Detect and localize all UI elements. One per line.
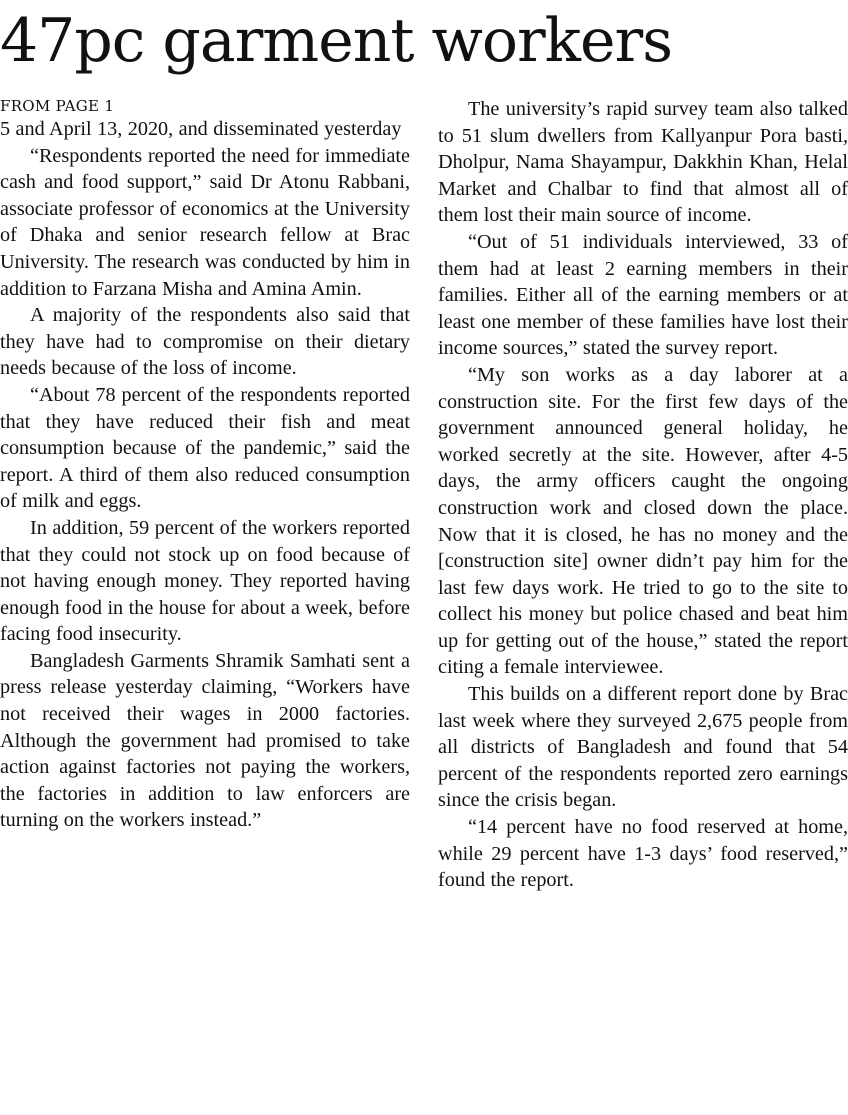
paragraph: A majority of the respondents also said that they have had to compromise on their dietary needs because of the loss of income. (0, 304, 410, 380)
paragraph: “14 percent have no food reserved at home, while 29 percent have 1-3 days’ food reserved,” found the report. (438, 816, 848, 892)
paragraph: 5 and April 13, 2020, and disseminated yesterday (0, 118, 402, 140)
headline: 47pc garment workers (0, 6, 673, 76)
right-column (438, 96, 848, 894)
paragraph: Bangladesh Garments Shramik Samhati sent a press release yesterday claiming, “Workers have not received their wages in 2000 factories. Although the government had promised to take action against factories not paying the workers, the factories in addition to law enforcers are turning on the workers instead.” (0, 649, 410, 832)
paragraph: “About 78 percent of the respondents reported that they have reduced their fish and meat consumption because of the pandemic,” said the report. A third of them also reduced consumption of milk and eggs. (0, 383, 410, 513)
left-column (0, 96, 410, 834)
paragraph: “Out of 51 individuals interviewed, 33 of them had at least 2 earning members in their families. Either all of the earning members or at least one member of these families have lost their income sources,” stated the survey report. (438, 230, 848, 360)
paragraph: The university’s rapid survey team also talked to 51 slum dwellers from Kallyanpur Pora basti, Dholpur, Nama Shayampur, Dakkhin Khan, Helal Market and Chalbar to find that almost all of them lost their main source of income. (438, 98, 848, 227)
jump-line: FROM PAGE 1 (0, 97, 115, 115)
paragraph: “Respondents reported the need for immediate cash and food support,” said Dr Atonu Rabbani, associate professor of economics at the University of Dhaka and senior research fellow at Brac University. The research was conducted by him in addition to Farzana Misha and Amina Amin. (0, 144, 410, 300)
paragraph: This builds on a different report done by Brac last week where they surveyed 2,675 people from all districts of Bangladesh and found that 54 percent of the respondents reported zero earnings since the crisis began. (438, 683, 848, 812)
paragraph: In addition, 59 percent of the workers reported that they could not stock up on food because of not having enough money. They reported having enough food in the house for about a week, before facing food insecurity. (0, 516, 410, 646)
paragraph: “My son works as a day laborer at a construction site. For the first few days of the government announced general holiday, he worked secretly at the site. However, after 4-5 days, the army officers caught the ongoing construction work and closed down the place. Now that it is closed, he has no money and the [construction site] owner didn’t pay him for the last few days work. He tried to go to the site to collect his money but police chased and beat him up for getting out of the house,” stated the report citing a female interviewee. (438, 363, 848, 679)
